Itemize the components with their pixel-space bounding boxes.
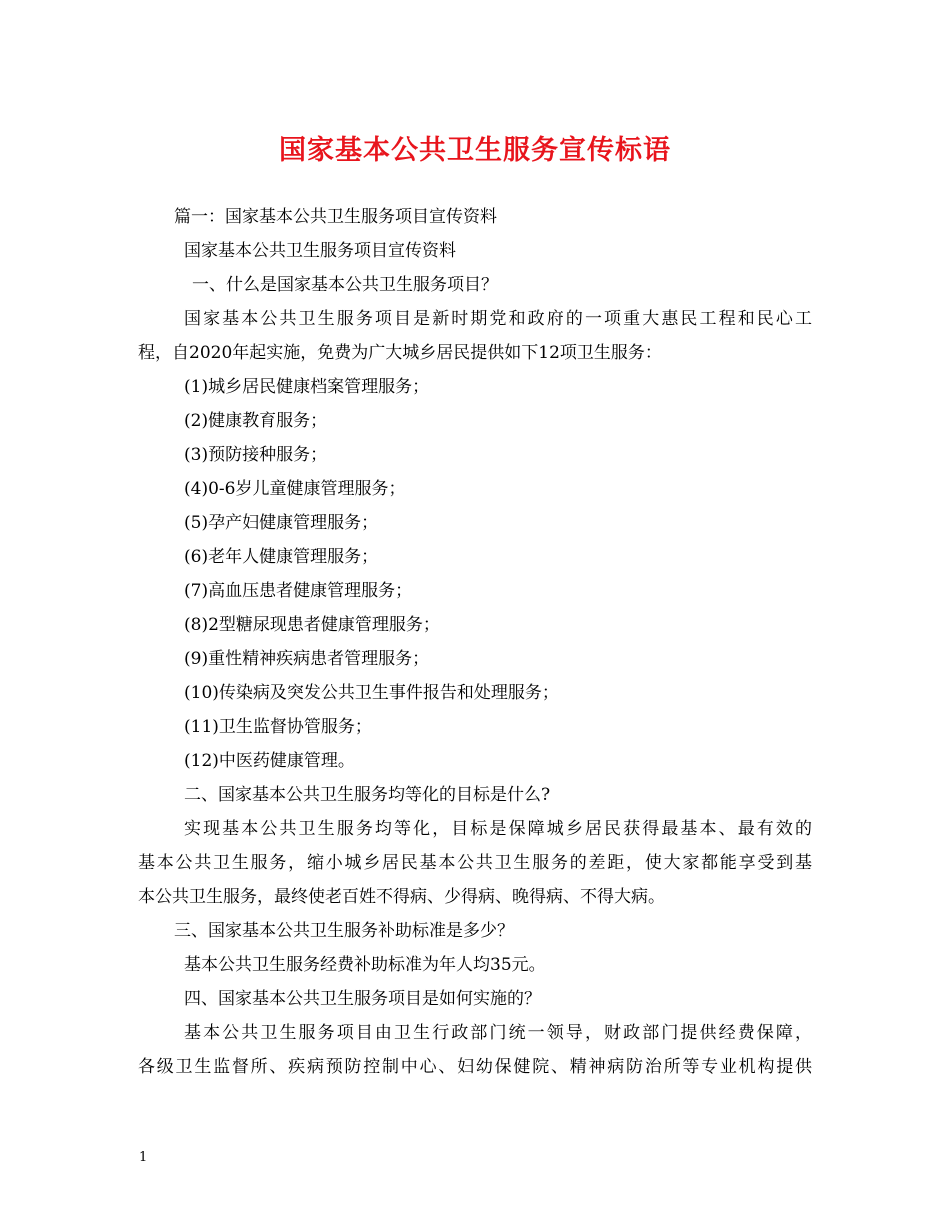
paragraph-line: 基本公共卫生服务经费补助标准为年人均35元。 [184, 955, 546, 975]
paragraph-line: 基本公共卫生服务项目由卫生行政部门统一领导，财政部门提供经费保障， [184, 1023, 812, 1043]
list-item: (8)2型糖尿现患者健康管理服务； [184, 615, 440, 635]
question-heading: 一、什么是国家基本公共卫生服务项目？ [192, 275, 498, 295]
list-item: (6)老年人健康管理服务； [184, 547, 379, 567]
list-item: (1)城乡居民健康档案管理服务； [184, 377, 430, 397]
paragraph-line: 程，自2020年起实施，免费为广大城乡居民提供如下12项卫生服务： [138, 343, 662, 363]
chapter-heading: 篇一：国家基本公共卫生服务项目宣传资料 [174, 207, 497, 227]
question-heading: 三、国家基本公共卫生服务补助标准是多少？ [174, 921, 514, 941]
page-number: 1 [139, 1150, 148, 1165]
list-item: (4)0-6岁儿童健康管理服务； [184, 479, 406, 499]
document-body [138, 200, 812, 1084]
section-heading: 国家基本公共卫生服务项目宣传资料 [184, 241, 456, 261]
page-title: 国家基本公共卫生服务宣传标语 [279, 135, 671, 166]
question-heading: 二、国家基本公共卫生服务均等化的目标是什么? [184, 785, 551, 805]
list-item: (10)传染病及突发公共卫生事件报告和处理服务； [184, 683, 559, 703]
list-item: (11)卫生监督协管服务； [184, 717, 372, 737]
question-heading: 四、国家基本公共卫生服务项目是如何实施的？ [184, 989, 541, 1009]
list-item: (7)高血压患者健康管理服务； [184, 581, 413, 601]
list-item: (12)中医药健康管理。 [184, 751, 355, 771]
paragraph-line: 本公共卫生服务，最终使老百姓不得病、少得病、晚得病、不得大病。 [138, 887, 665, 907]
list-item: (5)孕产妇健康管理服务； [184, 513, 379, 533]
paragraph-line: 基本公共卫生服务，缩小城乡居民基本公共卫生服务的差距，使大家都能享受到基 [138, 853, 812, 873]
paragraph-line: 国家基本公共卫生服务项目是新时期党和政府的一项重大惠民工程和民心工 [184, 309, 812, 329]
paragraph-line: 实现基本公共卫生服务均等化，目标是保障城乡居民获得最基本、最有效的 [184, 819, 812, 839]
paragraph-line: 各级卫生监督所、疾病预防控制中心、妇幼保健院、精神病防治所等专业机构提供 [138, 1057, 812, 1077]
list-item: (9)重性精神疾病患者管理服务； [184, 649, 430, 669]
list-item: (2)健康教育服务； [184, 411, 328, 431]
list-item: (3)预防接种服务； [184, 445, 328, 465]
